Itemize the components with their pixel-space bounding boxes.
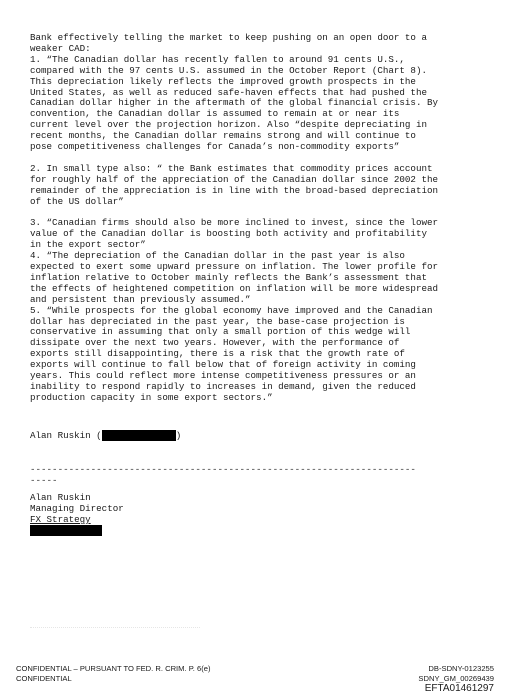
text-line: exports still disappointing, there is a risk that the growth rate of <box>30 348 405 360</box>
text-line: the effects of heightened competition on inflation will be more widespread <box>30 282 438 294</box>
text-line: weaker CAD: <box>30 42 91 54</box>
text-line: remainder of the appreciation is in line with the broad-based depreciation <box>30 184 438 196</box>
paragraph-3 <box>30 218 482 403</box>
text-line: current level over the projection horizon. Also “despite depreciating in <box>30 119 427 131</box>
signature-block-title: Managing Director <box>30 503 124 514</box>
text-line: 4. “The depreciation of the Canadian dollar in the past year is also <box>30 250 405 262</box>
divider-line: ----- <box>30 475 58 486</box>
text-line: production capacity in some export sectors.” <box>30 391 273 403</box>
paragraph-1 <box>30 33 482 153</box>
text-line: of the US dollar” <box>30 195 124 207</box>
footer-confidential <box>16 664 211 683</box>
text-line: and persistent than previously assumed.” <box>30 293 251 305</box>
text-line: for roughly half of the appreciation of the Canadian dollar since 2002 the <box>30 173 438 185</box>
footer-confidential-line: CONFIDENTIAL <box>16 673 72 683</box>
text-line: 5. “While prospects for the global economy have improved and the Canadian <box>30 304 433 316</box>
open-bracket: ( <box>96 430 102 441</box>
text-line: value of the Canadian dollar is boosting both activity and profitability <box>30 228 427 240</box>
faint-rule <box>30 627 200 628</box>
text-line: compared with the 97 cents U.S. assumed in the October Report (Chart 8). <box>30 64 427 76</box>
signature-block-name: Alan Ruskin <box>30 492 91 503</box>
signature-name: Alan Ruskin <box>30 430 91 441</box>
signature-line <box>30 430 181 441</box>
text-line: 3. “Canadian firms should also be more inclined to invest, since the lower <box>30 217 438 229</box>
footer-confidential-line: CONFIDENTIAL – PURSUANT TO FED. R. CRIM. P. 6(e) <box>16 664 211 673</box>
text-line: This depreciation likely reflects the improved growth prospects in the <box>30 75 416 87</box>
text-line: United States, as well as reduced safe-haven effects that had pushed the <box>30 86 427 98</box>
redaction-block <box>30 525 102 536</box>
text-line: pose competitiveness challenges for Canada’s non-commodity exports” <box>30 141 400 153</box>
signature-block-department: FX Strategy <box>30 514 91 525</box>
text-line: Bank effectively telling the market to keep pushing on an open door to a <box>30 32 427 43</box>
bates-number: DB-SDNY-0123255 <box>428 664 494 673</box>
bates-number: SDNY_GM_00269439 <box>418 673 494 683</box>
text-line: recent months, the Canadian dollar remains strong and will continue to <box>30 130 416 142</box>
text-line: in the export sector” <box>30 239 146 251</box>
text-line: 2. In small type also: “ the Bank estimates that commodity prices account <box>30 162 433 174</box>
text-line: Canadian dollar higher in the aftermath of the global financial crisis. By <box>30 97 438 109</box>
text-line: years. This could reflect more intense competitiveness pressures or an <box>30 370 416 382</box>
text-line: dollar has depreciated in the past year, the base-case projection is <box>30 315 405 327</box>
text-line: inflation relative to October mainly reflects the Bank’s assessment that <box>30 271 427 283</box>
divider <box>30 464 416 486</box>
text-line: dissipate over the next two years. However, with the performance of <box>30 337 400 349</box>
text-line: exports will continue to fall below that of foreign activity in coming <box>30 359 416 371</box>
paragraph-2 <box>30 164 482 208</box>
text-line: expected to exert some upward pressure on inflation. The lower profile for <box>30 261 438 272</box>
email-body <box>30 33 482 404</box>
footer-bates-numbers <box>418 664 494 695</box>
divider-line: ---------------------------------------------------------------------- <box>30 464 416 475</box>
close-bracket: ) <box>175 430 182 441</box>
text-line: inability to respond rapidly to increases in demand, given the reduced <box>30 380 416 392</box>
signature-block <box>30 492 124 536</box>
redaction-block <box>102 430 176 441</box>
text-line: 1. “The Canadian dollar has recently fallen to around 91 cents U.S., <box>30 53 405 65</box>
text-line: convention, the Canadian dollar is assumed to remain at or near its <box>30 108 400 120</box>
efta-number: EFTA01461297 <box>424 683 494 694</box>
text-line: conservative in assuming that only a small portion of this wedge will <box>30 326 411 338</box>
